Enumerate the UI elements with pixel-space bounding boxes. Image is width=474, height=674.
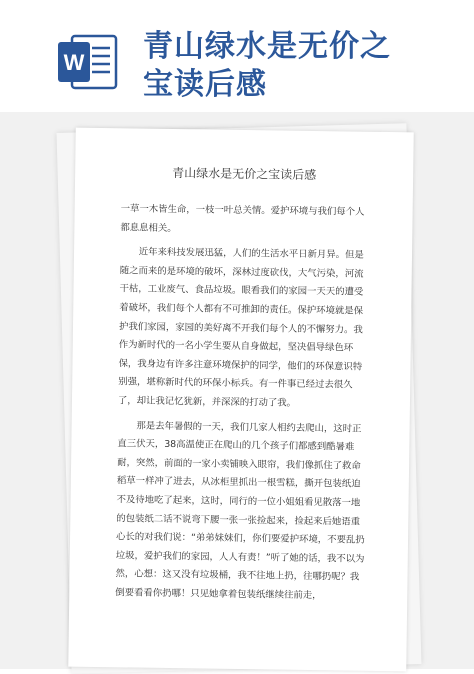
header-banner [0, 0, 474, 120]
paragraph: 近年来科技发展迅猛，人们的生活水平日新月异。但是随之而来的是环境的破坏，深林过度砍伐，大气污染，河流干枯，工业废气、食品垃圾。眼看我们的家园一天天的遭受着破坏，我们每个人都有不可推卸的责任。保护环境就是保护我们家园，家园的美好离不开我们每个人的不懈努力。我作为新时代的一名小学生要从自身做起，坚决倡导绿色环保，我身边有许多注意环境保护的同学，他们的环保意识特别强，堪称新时代的环保小标兵。有一件事已经过去很久了，却让我记忆犹新，并深深的打动了我。 [117, 246, 364, 409]
paragraph: 一草一木皆生命，一枝一叶总关情。爱护环境与我们每个人都息息相关。 [120, 203, 365, 234]
word-icon-letter: W [63, 50, 85, 75]
header-title [143, 28, 463, 104]
header-title-line2: 宝读后感 [143, 67, 267, 102]
header-title-line1: 青山绿水是无价之 [143, 29, 391, 64]
document-page [68, 128, 413, 672]
document-title: 青山绿水是无价之宝读后感 [172, 166, 317, 183]
document-body [115, 200, 371, 612]
paragraph: 那是去年暑假的一天，我们几家人相约去爬山，这时正直三伏天，38高温使正在爬山的几个孩子们都感到酷暑难耐，突然，前面的一家小卖铺映入眼帘，我们像抓住了救命稻草一样冲了进去，从冰柜里抓出一根雪糕，撕开包装纸迫不及待地吃了起来，这时，同行的一位小姐姐看见散落一地的包装纸二话不说弯下腰一张一张捡起来，捡起来后她语重心长的对我们说：“弟弟妹妹们，你们要爱护环境，不要乱扔垃圾，爱护我们的家园，人人有责！”听了她的话，我不以为然，心想：这又没有垃圾桶，我不往地上扔，往哪扔呢？我倒要看看你扔哪！只见她拿着包装纸继续往前走， [115, 420, 365, 602]
word-document-icon [58, 34, 118, 90]
